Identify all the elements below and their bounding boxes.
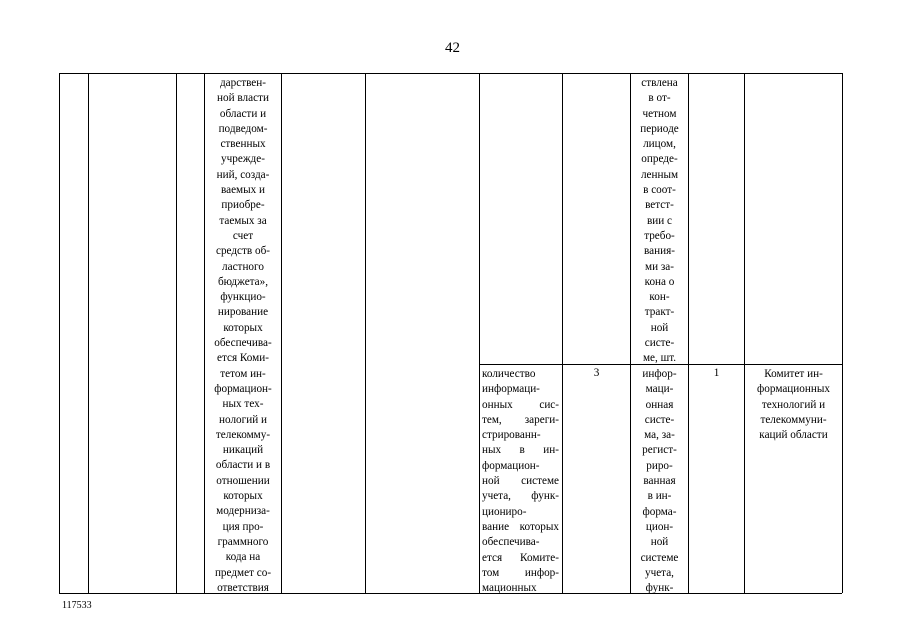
col-border <box>479 73 480 593</box>
cell-text-line: кода на <box>225 551 261 564</box>
document-code: 117533 <box>62 600 92 611</box>
cell-text-line: средств об- <box>215 245 270 258</box>
cell-text-line: ответствия <box>217 581 269 594</box>
cell-text-line: тракт- <box>644 306 675 319</box>
responsible-cell <box>745 367 842 443</box>
cell-text-line: обеспечива- <box>482 536 540 549</box>
cell-text-line: технологий и <box>761 398 826 411</box>
cell-text-line: лицом, <box>643 138 676 151</box>
target-value-cell: 1 <box>713 367 720 379</box>
cell-text-line: приобре- <box>221 199 265 212</box>
cell-text-line: нологий и <box>219 413 267 426</box>
cell-text-line: ствлена <box>641 77 678 89</box>
cell-text-line: бюджета», <box>217 275 269 288</box>
cell-text-line: циониро- <box>482 505 527 518</box>
cell-text-line: области и <box>219 107 267 120</box>
cell-text-line: области и в <box>215 459 271 472</box>
cell-text-line: телекоммуни- <box>760 413 827 426</box>
cell-text-line: ция про- <box>222 520 264 533</box>
cell-text-line: дарствен- <box>219 77 266 89</box>
cell-text-line: граммного <box>217 535 269 548</box>
col-border <box>59 73 60 593</box>
cell-text-line: каций области <box>759 429 828 442</box>
cell-text-line: четном <box>642 107 677 120</box>
col-border <box>88 73 89 593</box>
cell-text-line: которых <box>223 321 263 334</box>
col-border <box>744 73 745 593</box>
cell-text-line: обеспечива- <box>214 337 272 350</box>
cell-text-line: отношении <box>216 474 270 487</box>
cell-text-line: в от- <box>648 92 671 105</box>
cell-text-line: ме, шт. <box>642 352 677 365</box>
cell-text-line: учета, функ- <box>482 490 559 503</box>
cell-text-line: онная <box>645 398 674 411</box>
cell-text-line: требо- <box>644 229 675 242</box>
cell-text-line: ется Коми- <box>217 352 269 365</box>
cell-text-line: ванная <box>643 475 676 488</box>
cell-text-line: регист- <box>642 444 677 457</box>
cell-text-line: ственных <box>220 138 266 151</box>
cell-text-line: риро- <box>646 459 673 472</box>
cell-text-line: систе- <box>644 337 675 350</box>
cell-text-line: ется Комите- <box>482 551 559 564</box>
col-border <box>365 73 366 593</box>
cell-text-line: ми за- <box>645 260 674 273</box>
cell-text-line: которых <box>223 490 263 503</box>
cell-text-line: нирование <box>217 306 269 319</box>
cell-text-line: системе <box>640 551 679 564</box>
cell-text-line: ной <box>650 536 669 549</box>
cell-text-line: функцио- <box>220 291 266 304</box>
table-bottom-border <box>59 593 842 594</box>
cell-text-line: ленным <box>640 168 679 181</box>
cell-text-line: форма- <box>642 505 677 518</box>
cell-text-line: телекомму- <box>215 428 271 441</box>
cell-text-line: ной <box>650 321 669 334</box>
cell-text-line: счет <box>232 229 254 242</box>
cell-text-line: цион- <box>645 520 674 533</box>
cell-text-line: вание которых <box>482 520 559 533</box>
cell-text-line: учрежде- <box>221 153 265 166</box>
indicator-cell-row2 <box>482 367 559 596</box>
col-border <box>562 73 563 593</box>
col-border <box>281 73 282 593</box>
cell-text-line: ветст- <box>645 199 674 212</box>
cell-text-line: никаций <box>222 444 264 457</box>
cell-text-line: формационных <box>757 383 830 396</box>
cell-text-line: опреде- <box>641 153 678 166</box>
cell-text-line: ний, созда- <box>216 168 270 181</box>
cell-text-line: систе- <box>644 413 675 426</box>
cell-text-line: ной системе <box>482 475 559 488</box>
cell-text-line: ных в ин- <box>482 444 559 457</box>
cell-text-line: в соот- <box>643 184 676 197</box>
cell-text-line: функ- <box>645 582 674 595</box>
cell-text-line: ластного <box>222 260 264 273</box>
col-border <box>688 73 689 593</box>
col-border <box>176 73 177 593</box>
cell-text-line: в ин- <box>647 490 672 503</box>
cell-text-line: тем, зареги- <box>482 413 559 426</box>
cell-text-line: формацион- <box>214 382 272 395</box>
col-border <box>842 73 843 593</box>
cell-text-line: Комитет ин- <box>764 368 823 380</box>
cell-text-line: тетом ин- <box>220 367 266 380</box>
cell-text-line: кон- <box>649 291 670 304</box>
cell-text-line: стрированн- <box>482 429 541 442</box>
cell-text-line: периоде <box>640 122 679 135</box>
cell-text-line: учета, <box>645 566 674 579</box>
cell-text-line: подведом- <box>218 122 268 135</box>
cell-text-line: инфор- <box>642 368 677 380</box>
cell-text-line: маци- <box>645 383 674 396</box>
cell-text-line: вии с <box>646 214 673 227</box>
cell-text-line: кона о <box>644 275 675 288</box>
unit-cell-top <box>631 76 688 367</box>
cell-text-line: ма, за- <box>644 429 675 442</box>
cell-text-line: вания- <box>644 245 675 258</box>
unit-cell-row2 <box>631 367 688 596</box>
cell-text-line: мационных <box>482 582 537 595</box>
cell-text-line: ваемых и <box>220 184 266 197</box>
base-value-cell: 3 <box>593 367 600 379</box>
cell-text-line: информаци- <box>482 383 540 396</box>
cell-text-line: онных сис- <box>482 398 559 411</box>
cell-text-line: модерниза- <box>216 505 270 518</box>
cell-text-line: количество <box>482 368 536 380</box>
cell-text-line: том инфор- <box>482 566 559 579</box>
page-number: 42 <box>445 40 460 56</box>
cell-text-line: ной власти <box>217 92 269 105</box>
indicator-name-cell <box>205 76 281 596</box>
cell-text-line: таемых за <box>219 214 267 227</box>
cell-text-line: формацион- <box>482 459 540 472</box>
cell-text-line: ных тех- <box>222 398 264 411</box>
cell-text-line: предмет со- <box>214 566 272 579</box>
